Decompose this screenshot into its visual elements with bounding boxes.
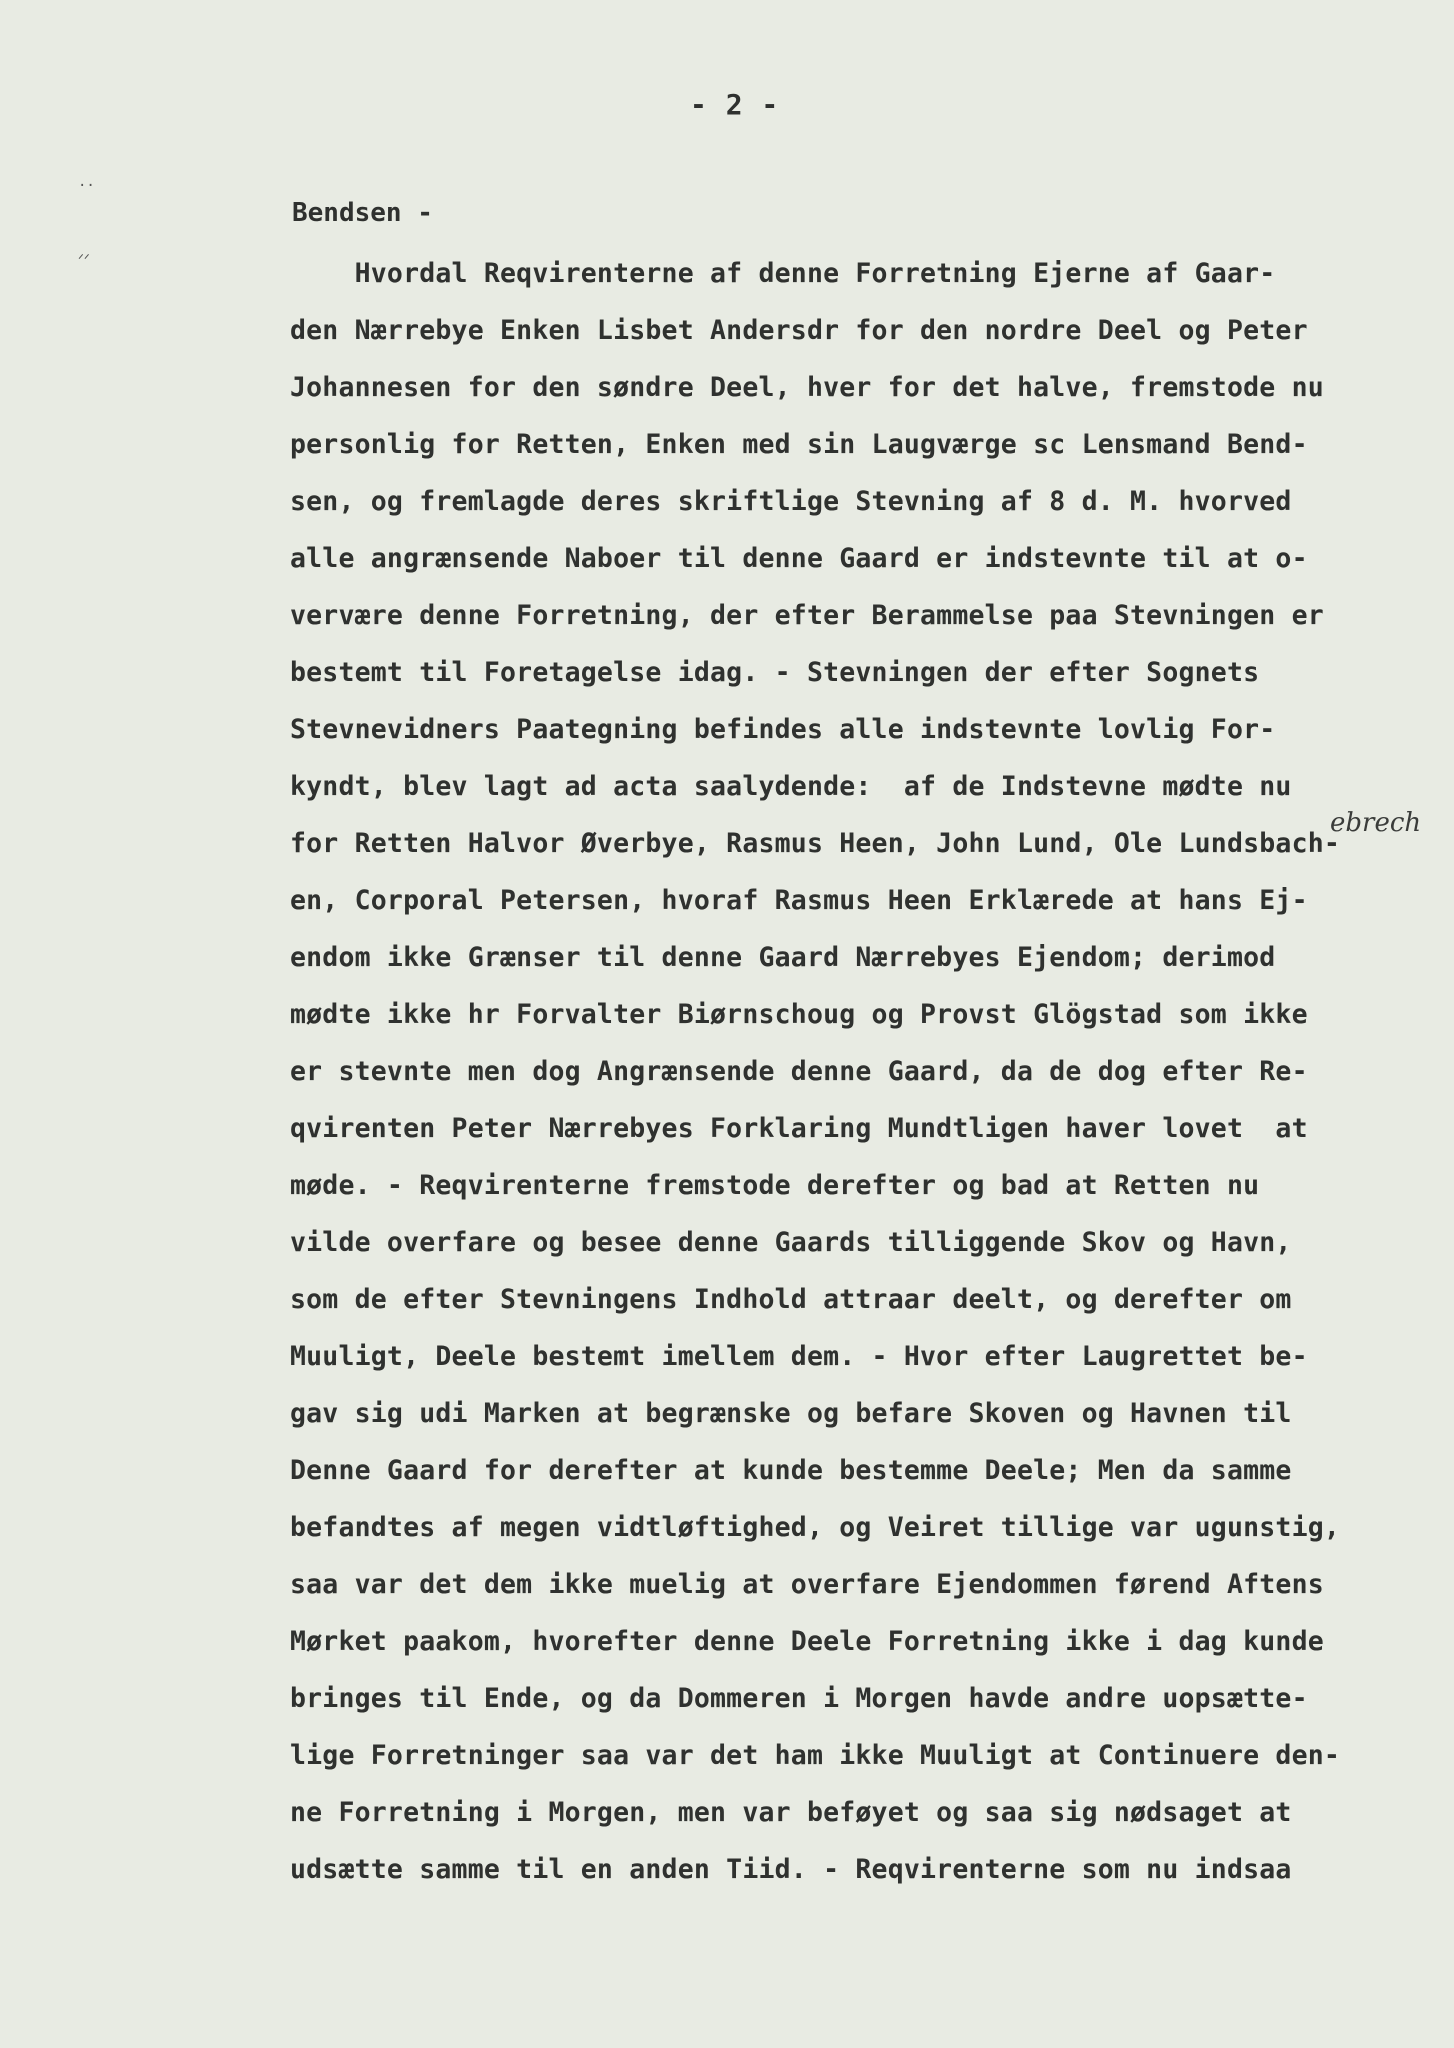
text-line: Muuligt, Deele bestemt imellem dem. - Hvor efter Laugrettet be- [290, 1341, 1308, 1372]
text-line: ne Forretning i Morgen, men var beføyet og saa sig nødsaget at [290, 1797, 1292, 1828]
handwritten-correction: ebrech [1330, 808, 1422, 838]
text-line: mødte ikke hr Forvalter Biørnschoug og Provst Glögstad som ikke [290, 999, 1308, 1030]
text-line: personlig for Retten, Enken med sin Laugværge sc Lensmand Bend- [290, 429, 1308, 460]
text-line: bringes til Ende, og da Dommeren i Morgen havde andre uopsætte- [290, 1683, 1308, 1714]
margin-mark-top: ·· [78, 178, 95, 194]
section-heading: Bendsen - [292, 198, 433, 228]
text-line: alle angrænsende Naboer til denne Gaard er indstevnte til at o- [290, 543, 1308, 574]
text-line: Hvordal Reqvirenterne af denne Forretning Ejerne af Gaar- [290, 258, 1276, 289]
text-line: befandtes af megen vidtløftighed, og Veiret tillige var ugunstig, [290, 1512, 1341, 1543]
text-line: er stevnte men dog Angrænsende denne Gaard, da de dog efter Re- [290, 1056, 1308, 1087]
text-line: lige Forretninger saa var det ham ikke Muuligt at Continuere den- [290, 1740, 1341, 1771]
page-number: - 2 - [690, 88, 780, 121]
text-line: en, Corporal Petersen, hvoraf Rasmus Heen Erklærede at hans Ej- [290, 885, 1308, 916]
margin-mark-bottom: ᐟᐟ [78, 252, 90, 268]
text-line: bestemt til Foretagelse idag. - Stevningen der efter Sognets [290, 657, 1260, 688]
text-line: endom ikke Grænser til denne Gaard Nærrebyes Ejendom; derimod [290, 942, 1276, 973]
text-line: den Nærrebye Enken Lisbet Andersdr for den nordre Deel og Peter [290, 315, 1308, 346]
text-line: som de efter Stevningens Indhold attraar deelt, og derefter om [290, 1284, 1292, 1315]
text-line: Stevnevidners Paategning befindes alle indstevnte lovlig For- [290, 714, 1276, 745]
text-line: vilde overfare og besee denne Gaards tilliggende Skov og Havn, [290, 1227, 1292, 1258]
text-line: Mørket paakom, hvorefter denne Deele Forretning ikke i dag kunde [290, 1626, 1324, 1657]
text-line: sen, og fremlagde deres skriftlige Stevning af 8 d. M. hvorved [290, 486, 1292, 517]
text-line: gav sig udi Marken at begrænske og befare Skoven og Havnen til [290, 1398, 1292, 1429]
text-line: vervære denne Forretning, der efter Berammelse paa Stevningen er [290, 600, 1324, 631]
text-line: saa var det dem ikke muelig at overfare Ejendommen førend Aftens [290, 1569, 1324, 1600]
text-line: møde. - Reqvirenterne fremstode derefter og bad at Retten nu [290, 1170, 1260, 1201]
text-line: for Retten Halvor Øverbye, Rasmus Heen, John Lund, Ole Lundsbach- [290, 828, 1341, 859]
text-line: udsætte samme til en anden Tiid. - Reqvirenterne som nu indsaa [290, 1854, 1292, 1885]
text-line: kyndt, blev lagt ad acta saalydende: af de Indstevne mødte nu [290, 771, 1292, 802]
text-line: qvirenten Peter Nærrebyes Forklaring Mundtligen haver lovet at [290, 1113, 1308, 1144]
text-line: Johannesen for den søndre Deel, hver for det halve, fremstode nu [290, 372, 1324, 403]
text-line: Denne Gaard for derefter at kunde bestemme Deele; Men da samme [290, 1455, 1292, 1486]
